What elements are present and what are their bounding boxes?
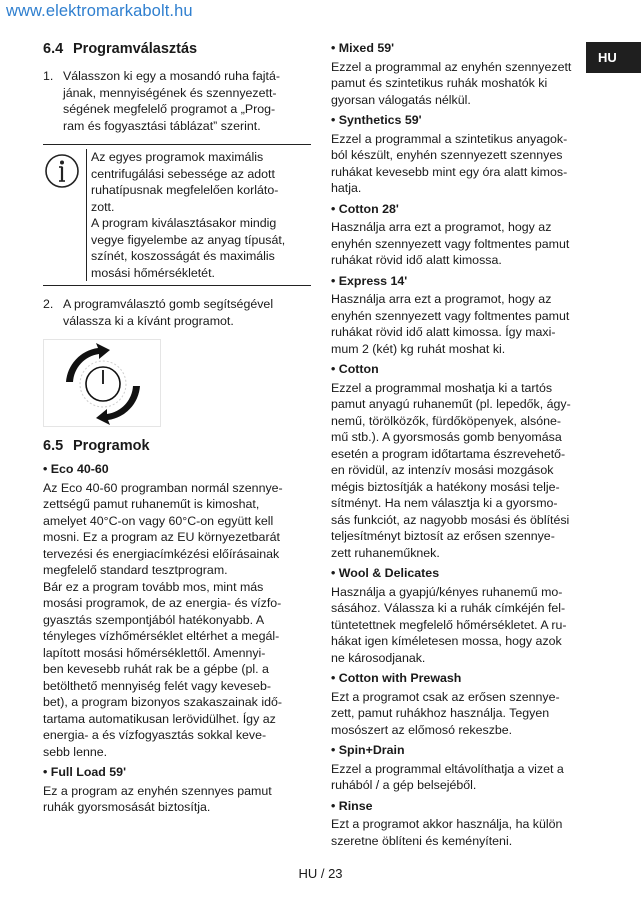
program-description (43, 783, 311, 816)
program-title: • Eco 40-60 (43, 462, 109, 476)
text-line: nemű, törölközők, fürdőköpenyek, alsóne- (331, 413, 562, 428)
text-line: Az Eco 40-60 programban normál szennye- (43, 480, 283, 495)
program-description (331, 131, 599, 197)
program-entry (331, 112, 599, 197)
text-line: amelyet 40°C-on vagy 60°C-on együtt kell (43, 513, 274, 528)
text-line: mosószert az előmosó rekeszbe. (331, 722, 513, 737)
section-heading-program-selection (43, 40, 311, 58)
section-number: 6.5 (43, 438, 64, 454)
text-line: válassza ki a kívánt programot. (63, 313, 234, 328)
program-title: • Rinse (331, 798, 373, 813)
step-number: 1. (43, 69, 54, 83)
rotate-knob-icon (44, 340, 162, 428)
text-line: A program kiválasztásakor mindig (91, 216, 277, 230)
info-icon (43, 151, 81, 191)
left-column (43, 40, 311, 816)
text-line: zettségű pamut ruhaneműt is kimoshat, (43, 497, 260, 511)
program-description (43, 480, 311, 761)
text-line: teljesítményt biztosít az erősen szennye- (331, 529, 555, 543)
text-line: A programválasztó gomb segítségével (63, 297, 274, 311)
program-description (331, 291, 599, 357)
text-line: ne károsodjanak. (331, 650, 426, 665)
text-line: pamut és szintetikus ruhák moshatók ki (331, 76, 548, 90)
program-title: • Synthetics 59' (331, 113, 422, 127)
step-1 (43, 68, 311, 134)
program-title: • Express 14' (331, 273, 408, 288)
step-text (63, 296, 311, 329)
program-entry (43, 764, 311, 816)
program-title: • Mixed 59' (331, 41, 395, 55)
program-title: • Spin+Drain (331, 743, 405, 757)
text-line: szeretne öblíteni és keményíteni. (331, 833, 513, 848)
program-title: • Wool & Delicates (331, 566, 440, 580)
program-entry (331, 201, 599, 269)
text-line: en rövidül, az intenzív mosási mozgások (331, 463, 554, 477)
text-line: ruhatípusnak megfelelően korláto- (91, 183, 279, 197)
text-line: Ez a program az enyhén szennyes pamut (43, 783, 272, 798)
section-number: 6.4 (43, 41, 64, 57)
program-title: • Cotton with Prewash (331, 671, 462, 685)
text-line: sásához. Válassza ki a ruhák címkéjén fel- (331, 601, 566, 615)
text-line: enyhén szennyezett vagy foltmentes pamut (331, 308, 570, 323)
text-line: gyorsan válogatás nélkül. (331, 92, 471, 107)
text-line: Ezzel a programmal moshatja ki a tartós (331, 380, 553, 395)
text-line: lapított mosási hőmérséklettől. Amennyi- (43, 645, 266, 660)
notice-text (91, 149, 311, 281)
program-description (331, 59, 599, 109)
text-line: sebb lenne. (43, 744, 108, 759)
right-column (331, 40, 599, 849)
text-line: Ezzel a programmal a szintetikus anyagok- (331, 131, 568, 146)
program-entry (331, 798, 599, 850)
program-description (331, 380, 599, 562)
text-line: ból készült, enyhén szennyezett szennyes (331, 148, 563, 162)
text-line: ségének megfelelő programot a „Prog- (63, 102, 276, 116)
text-line: tervezési és energiacímkézési előírásainak (43, 546, 280, 561)
text-line: esetén a program időtartama észrevehető- (331, 446, 566, 461)
program-entry (331, 670, 599, 738)
text-line: tüntetettnek megfelelő hőmérsékletet. A ru- (331, 617, 567, 632)
program-knob-illustration (43, 339, 161, 427)
text-line: vegye figyelembe az anyag típusát, (91, 232, 286, 247)
program-description (331, 761, 599, 794)
text-line: tényleges vízhőmérséklet eltérhet a megál- (43, 629, 280, 643)
program-title: • Full Load 59' (43, 765, 127, 779)
program-description (331, 689, 599, 739)
text-line: sítményt. Ha nem választja ki a gyorsmo- (331, 496, 558, 510)
text-line: gyasztás szempontjából hatékonyabb. A (43, 612, 265, 627)
info-notice (43, 144, 311, 286)
text-line: Ezzel a programmal eltávolíthatja a vizet a (331, 761, 564, 776)
text-line: Ezzel a programmal az enyhén szennyezett (331, 59, 572, 74)
text-line: Használja a gyapjú/kényes ruhanemű mo- (331, 584, 563, 599)
text-line: Válasszon ki egy a mosandó ruha fajtá- (63, 69, 280, 83)
text-line: ruhákat kevesebb mint egy óra alatt kimos- (331, 164, 568, 179)
text-line: mosási hőmérsékletét. (91, 265, 215, 280)
text-line: ruhák gyorsmosását biztosítja. (43, 800, 211, 814)
language-tab: HU (586, 42, 641, 73)
text-line: Ezt a programot csak az erősen szennye- (331, 689, 560, 704)
text-line: Az egyes programok maximális (91, 150, 264, 164)
program-description (331, 816, 599, 849)
text-line: ruhából / a gép belsejéből. (331, 778, 477, 792)
text-line: tartama automatikusan lerövidülhet. Így az (43, 711, 276, 726)
text-line: zett ruhaneműknek. (331, 545, 440, 560)
page-number: HU / 23 (298, 866, 343, 881)
text-line: Ezt a programot akkor használja, ha külön (331, 817, 563, 831)
text-line: Használja arra ezt a programot, hogy az (331, 220, 552, 234)
text-line: hatja. (331, 181, 362, 195)
program-description (331, 219, 599, 269)
text-line: Használja arra ezt a programot, hogy az (331, 292, 552, 306)
text-line: ruhákat rövid idő alatt kimossa. Így maxi- (331, 325, 556, 339)
text-line: sás funkciót, az nagyobb mosási és öblítési (331, 512, 570, 527)
text-line: enyhén szennyezett vagy foltmentes pamut (331, 236, 570, 251)
program-description (331, 584, 599, 667)
step-text (63, 68, 311, 134)
text-line: mégis biztosítják a hatékony mosási telje- (331, 479, 560, 494)
program-entry (331, 742, 599, 794)
section-title: Programválasztás (73, 41, 198, 57)
text-line: zott. (91, 199, 115, 214)
text-line: betölthető mennyiség felét vagy keveseb- (43, 678, 271, 693)
info-icon-cell (43, 149, 87, 281)
text-line: színét, koszosságát és maximális (91, 249, 275, 263)
text-line: megfelelő standard tesztprogram. (43, 563, 228, 577)
section-title: Programok (73, 438, 150, 454)
program-entry (331, 361, 599, 561)
text-line: mosni. Ez a program az EU környezetbarát (43, 530, 280, 544)
text-line: ram és fogyasztási táblázat” szerint. (63, 118, 261, 133)
watermark-url: www.elektromarkabolt.hu (6, 2, 193, 20)
program-entry (43, 461, 311, 760)
text-line: hákat igen kíméletesen mossa, hogy azok (331, 634, 562, 648)
text-line: Bár ez a program tovább mos, mint más (43, 579, 264, 594)
text-line: bet), a program bizonyos szakaszainak idő- (43, 695, 282, 709)
program-entry (331, 40, 599, 108)
step-2 (43, 296, 311, 329)
text-line: ruhákat rövid idő alatt kimossa. (331, 253, 502, 267)
text-line: mosási programok, de az energia- és vízfo- (43, 596, 282, 610)
text-line: energia- a és vízfogyasztás sokkal keve- (43, 728, 267, 742)
text-line: pamut anyagú ruhaneműt (pl. lepedők, ágy- (331, 397, 571, 411)
text-line: zett, pamut ruhákhoz használja. Tegyen (331, 706, 550, 720)
section-heading-programs (43, 437, 311, 455)
text-line: centrifugálási sebessége az adott (91, 166, 275, 181)
text-line: ben kevesebb ruhát rak be a gépbe (pl. a (43, 662, 269, 676)
text-line: jának, mennyiségének és szennyezett- (63, 85, 277, 100)
program-title: • Cotton (331, 362, 379, 376)
program-title: • Cotton 28' (331, 201, 399, 216)
right-programs (331, 40, 599, 849)
program-entry (331, 565, 599, 666)
text-line: mű stb.). A gyorsmosás gomb benyomása (331, 430, 562, 444)
text-line: mum 2 (két) kg ruhát moshat ki. (331, 341, 506, 356)
left-programs (43, 461, 311, 816)
step-number: 2. (43, 297, 54, 311)
program-entry (331, 273, 599, 358)
